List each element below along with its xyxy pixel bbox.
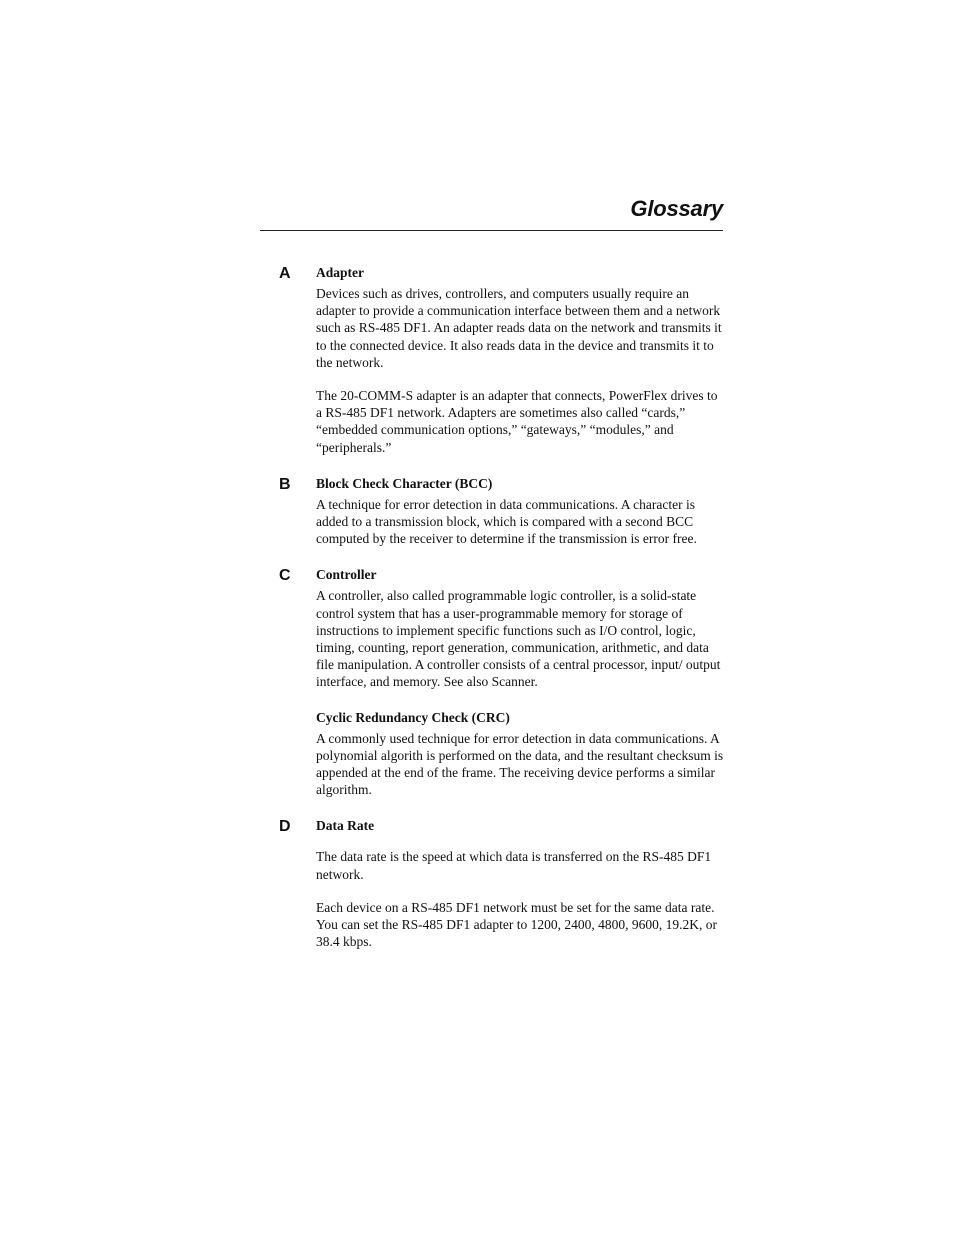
heading-rule <box>260 230 723 231</box>
section-letter: D <box>279 818 291 836</box>
glossary-section-a <box>279 264 724 456</box>
glossary-body <box>279 259 724 968</box>
glossary-entry-adapter <box>316 264 724 456</box>
glossary-term: Data Rate <box>316 818 375 834</box>
definition-paragraph: A technique for error detection in data communications. A character is added to a transmission block, which is compared with a second BCC computed by the receiver to determine if the transmission is error free. <box>316 496 697 547</box>
glossary-section-c <box>279 566 724 798</box>
definition-paragraph: The data rate is the speed at which data is transferred on the RS-485 DF1 network. <box>316 849 712 882</box>
definition-paragraph: A controller, also called programmable logic controller, is a solid-state control system that has a user-programmable memory for storage of instructions to implement specific functions such as I/O control, logic, timing, counting, report generation, communication, arithmetic, and data file manipulation. A controller consists of a central processor, input/ output interface, and memory. See also Scanner. <box>316 588 721 690</box>
definition-paragraph: Each device on a RS-485 DF1 network must be set for the same data rate. You can set the RS-485 DF1 adapter to 1200, 2400, 4800, 9600, 19.2K, or 38.4 kbps. <box>316 899 717 950</box>
definition-paragraph: The 20-COMM-S adapter is an adapter that connects, PowerFlex drives to a RS-485 DF1 network. Adapters are sometimes also called “cards,” “embedded communication options,” “gateways,” “modules,” and “peripherals.” <box>316 388 718 455</box>
glossary-section-b <box>279 475 724 548</box>
glossary-entry-controller <box>316 566 724 690</box>
glossary-section-d <box>279 817 724 950</box>
definition-paragraph: Devices such as drives, controllers, and computers usually require an adapter to provide a communication interface between them and a network such as RS-485 DF1. An adapter reads data on the network and transmits it to the connected device. It also reads data in the device and transmits it to the network. <box>316 286 722 370</box>
glossary-entry-bcc <box>316 475 724 548</box>
definition-paragraph: A commonly used technique for error detection in data communications. A polynomial algorith is performed on the data, and the resultant checksum is appended at the end of the frame. The receiving device performs a similar algorithm. <box>316 730 724 798</box>
glossary-term: Cyclic Redundancy Check (CRC) <box>316 709 510 725</box>
glossary-entry-crc <box>316 709 724 799</box>
glossary-term: Adapter <box>316 265 364 280</box>
section-letter: C <box>279 567 291 585</box>
page-heading: Glossary <box>630 196 723 221</box>
section-letter: B <box>279 475 291 493</box>
glossary-term: Block Check Character (BCC) <box>316 475 493 491</box>
section-letter: A <box>279 265 291 282</box>
glossary-term: Controller <box>316 567 377 583</box>
glossary-entry-data-rate <box>316 817 724 950</box>
